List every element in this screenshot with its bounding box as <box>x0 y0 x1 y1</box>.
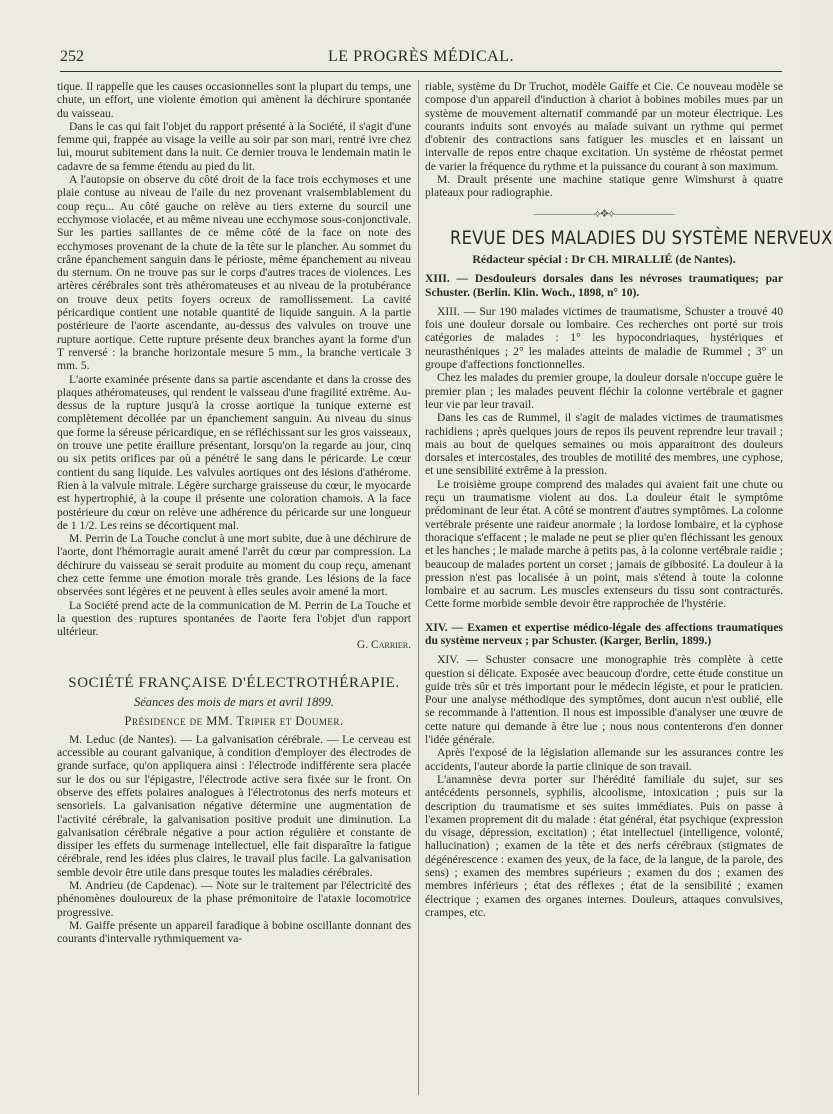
right-column <box>425 80 833 1095</box>
article-heading: XIII. — Desdouleurs dorsales dans les névroses traumatiques; par Schuster. (Berlin. Klin. Woch., 1898, n° 10). <box>425 272 783 299</box>
paragraph: M. Gaiffe présente un appareil faradique à bobine oscillante donnant des courants d'intervalle rythmiquement va- <box>57 918 411 946</box>
column-divider <box>418 80 419 1095</box>
article-heading: XIV. — Examen et expertise médico-légale des affections traumatiques du système nerveux ; par Schuster. (Karger, Berlin, 1899.) <box>425 620 783 647</box>
paragraph: L'anamnèse devra porter sur l'hérédité familiale du sujet, sur ses antécédents personnels, syphilis, alcoolisme, intoxication ; puis sur la description du traumatisme et ses suites immédiates. Puis on passe à l'examen proprement dit du malade : état général, état psychique (expression du visage, dépression, excitation) ; état intellectuel (intelligence, volonté, hallucination) ; examen de la tête et des nerfs cérébraux (stigmates de dégénérescence : examen des yeux, de la face, de la langue, de la parole, des sens) ; examen des membres supérieurs ; examen du dos ; examen des membres inférieurs ; état des réflexes ; état de la sensibilité ; examen électrique ; examen des organes internes. Douleurs, attaques convulsives, crampes, etc. <box>425 772 783 919</box>
paragraph: M. Perrin de La Touche conclut à une mort subite, due à une déchirure de l'aorte, dont l'hémorragie aurait amené l'arrêt du cœur par compression. La déchirure du vaisseau se serait produite au moment du coup reçu, amenant chez cette femme une émotion morale très grande. Les lésions de la face observées sont légères et ne peuvent à elles seules avoir amené la mort. <box>57 532 411 599</box>
paragraph: tique. Il rappelle que les causes occasionnelles sont la plupart du temps, une chute, un effort, une violente émotion qui amènent la déchirure spontanée du vaisseau. <box>57 80 411 120</box>
editor-line: Rédacteur spécial : Dr CH. MIRALLIÉ (de Nantes). <box>472 251 736 266</box>
page-number: 252 <box>60 48 84 65</box>
paragraph: La Société prend acte de la communication de M. Perrin de La Touche et la question des ruptures spontanées de l'aorte fera l'objet d'un rapport ultérieur. <box>57 598 411 639</box>
paragraph: Dans le cas qui fait l'objet du rapport présenté à la Société, il s'agit d'une femme qui, frappée au visage la veille au soir par son mari, rentré ivre chez lui, mourut subitement dans la nuit. Ce dernier trouva le lendemain matin le cadavre de sa femme étendu au pied du lit. <box>57 119 411 173</box>
section-subtitle: Séances des mois de mars et avril 1899. <box>134 694 334 709</box>
spacer <box>425 611 783 617</box>
paragraph: M. Andrieu (de Capdenac). — Note sur le traitement par l'électricité des phénomènes douloureux de la phase prémonitoire de l'ataxie locomotrice progressive. <box>57 879 411 919</box>
paragraph: Chez les malades du premier groupe, la douleur dorsale n'occupe guère le premier plan ; les malades peuvent fléchir la colonne vertébrale et gagner leur vie par leur travail. <box>425 371 783 411</box>
ornament-divider: ——————⟡❖⟡—————— <box>533 207 675 220</box>
paragraph: A l'autopsie on observe du côté droit de la face trois ecchymoses et une plaie contuse au niveau de l'aile du nez provenant vraisemblablement du coup reçu... Au côté gauche on relève au tiers externe du sourcil une ecchymose violacée, et au même niveau une ecchymose sous-conjonctivale. Sur les parties saillantes de ce même côté de la face on note des ecchymoses provenant de la chute de la tête sur le plancher. Au sommet du crâne épanchement sanguin dans le périoste, même épanchement au niveau du sternum. On ne trouve pas sur le corps d'autres traces de violences. Les artères cérébrales sont très athéromateuses et au niveau de la protubérance on trouve deux petits foyers ocreux de ramollissement. La cavité péricardique contient une notable quantité de liquide sanguin. A la partie postérieure de l'aorte ascendante, au-dessus des valvules on trouve une rupture aortique. Cette rupture présente deux branches ayant la forme d'un T renversé : la branche horizontale mesure 5 mm., la branche verticale 3 mm. 5. <box>57 173 411 373</box>
section-title: SOCIÉTÉ FRANÇAISE D'ÉLECTROTHÉRAPIE. <box>68 674 400 691</box>
paragraph: L'aorte examinée présente dans sa partie ascendante et dans la crosse des plaques athéromateuses, qui rendent le vaisseau d'une fragilité extrême. Au-dessus de la rupture jusqu'à la crosse aortique la tunique externe est complètement décollée par un épanchement sanguin. Au niveau du sinus que forme la séreuse péricardique, en se réfléchissant sur les gros vaisseaux, on trouve une petite éraillure présentant, lorsqu'on la regarde au jour, cinq ou six petits orifices par où a pénétré le sang dans le péricarde. Le cœur contient du sang liquide. Les valvules aortiques ont des lésions d'athérome. Rien à la valvule mitrale. Légère surcharge graisseuse du cœur, le myocarde est hypertrophié, à la coupe il présente une coloration chamois. A la face postérieure du cœur on relève une adhérence du péricarde sur une longueur de 1 1/2. Les reins se décortiquent mal. <box>57 372 411 532</box>
author-signature: G. Carrier. <box>356 638 411 652</box>
paragraph: Dans les cas de Rummel, il s'agit de malades victimes de traumatismes rachidiens ; après quelques jours de repos ils peuvent reprendre leur travail ; mais au bout de quelques semaines ou mois apparaitront des douleurs dorsales et intercostales, des troubles de motilité des membres, une cyphose, et une sensibilité extrême à la pression. <box>425 411 783 478</box>
revue-title: REVUE DES MALADIES DU SYSTÈME NERVEUX <box>450 226 833 249</box>
paragraph: Après l'exposé de la législation allemande sur les assurances contre les accidents, l'auteur aborde la partie clinique de son travail. <box>425 746 783 773</box>
page-header <box>60 46 782 72</box>
paragraph: M. Leduc (de Nantes). — La galvanisation cérébrale. — Le cerveau est accessible au courant galvanique, à condition d'employer des électrodes de grande surface, qu'on appliquera ainsi : l'électrode indifférente sera placée sur le dos ou sur l'épigastre, l'électrode active sera fixée sur le front. On observe des effets polaires analogues à l'électrotonus des nerfs moteurs et sensoriels. La galvanisation négative détermine une augmentation de l'activité cérébrale, la galvanisation positive produit une diminution. La galvanisation cérébrale négative a pour action régulière et constante de dissiper les effets du surmenage intellectuel, elle fait disparaître la fatigue cérébrale, rend les idées plus claires, le travail plus facile. La galvanisation semble devoir être utile dans presque toutes les maladies cérébrales. <box>57 732 411 879</box>
journal-title: LE PROGRÈS MÉDICAL. <box>328 48 514 65</box>
paragraph: riable, système du Dr Truchot, modèle Gaiffe et Cie. Ce nouveau modèle se compose d'un appareil d'induction à chariot à bobines mobiles mues par un système de mouvement alternatif commandé par un moteur électrique. Les courants induits sont envoyés au malade suivant un rythme qui permet d'obtenir des contractions sans fatiguer les muscles et en laissant un intervalle de repos entre chaque excitation. Un système de rhéostat permet de varier la fréquence du rythme et la puissance du courant à son maximum. <box>425 80 783 173</box>
paragraph: Le troisième groupe comprend des malades qui avaient fait une chute ou reçu un traumatisme violent au dos. La douleur était le symptôme prédominant de leur état. A côté se montrent d'autres symptômes. La colonne vertébrale présente une raideur anormale ; la lordose lombaire, et la cyphose thoracique s'effacent ; le malade ne peut se plier qu'en fléchissant les genoux et les hanches ; le malade marche à petits pas, à la colonne vertébrale raidie ; beaucoup de malades portent un corset ; jamais de gibbosité. La douleur à la pression n'est pas localisée à un point, mais s'étend à toute la colonne lombaire et au sacrum. Les muscles extenseurs du tissu sont contracturés. Cette forme morbide semble devoir être rapprochée de l'hystérie. <box>425 477 783 611</box>
paragraph: M. Drault présente une machine statique genre Wimshurst à quatre plateaux pour radiographie. <box>425 173 783 200</box>
paragraph: XIII. — Sur 190 malades victimes de traumatisme, Schuster a trouvé 40 fois une douleur dorsale ou lombaire. Ces recherches ont porté sur trois catégories de malades : 1° les hypocondriaques, hystériques et neurasthéniques ; 2° les malades atteints de maladie de Rummel ; 3° un groupe d'affections fonctionnelles. <box>425 304 783 372</box>
paragraph: XIV. — Schuster consacre une monographie très complète à cette question si délicate. Exposée avec beaucoup d'ordre, cette étude constitue un guide très sûr et très important pour le médecin légiste, et pour le praticien. Pour une analyse méthodique des symptômes, dont aucun n'est oublié, elle se recommande à l'attention. Il nous est impossible d'analyser une œuvre de cette nature qui demande à être lue ; nous nous contenterons d'en donner l'idée générale. <box>425 653 783 747</box>
section-presidency: Présidence de MM. Tripier et Doumer. <box>124 713 344 728</box>
left-column <box>57 80 411 1095</box>
